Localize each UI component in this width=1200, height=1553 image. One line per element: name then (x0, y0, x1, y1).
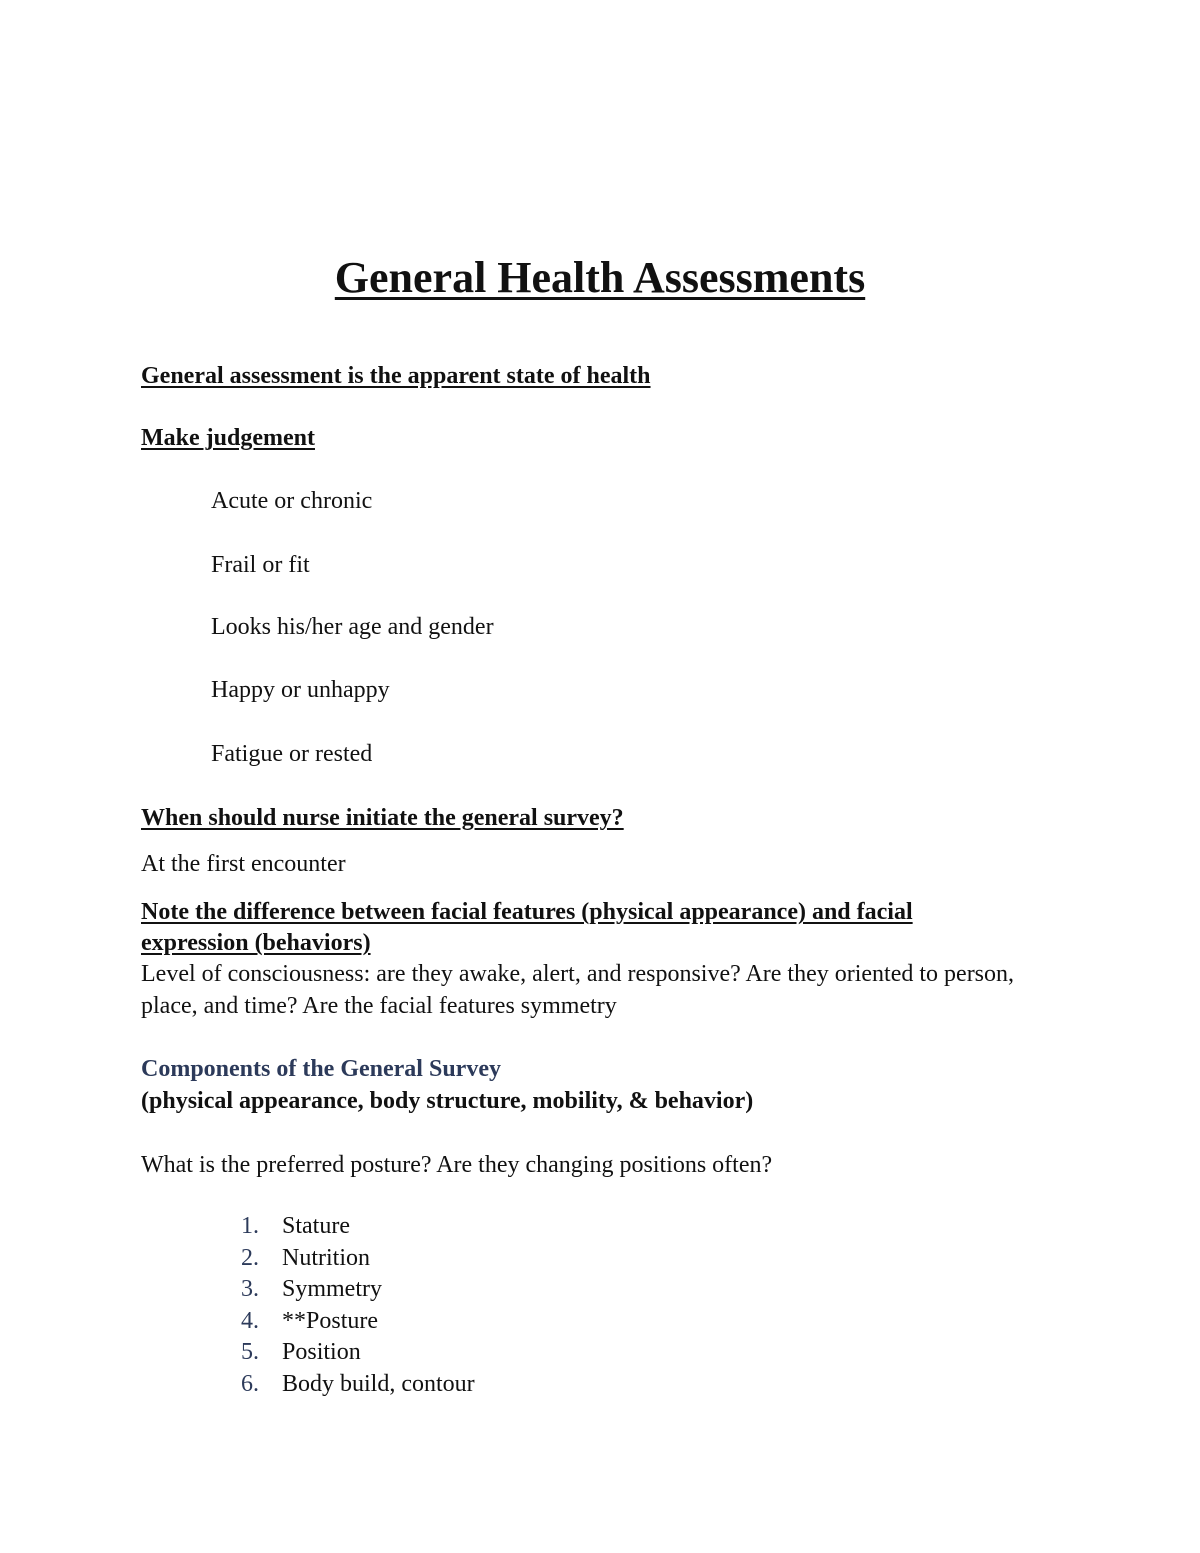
list-item (241, 1211, 475, 1243)
judgement-item: Frail or fit (211, 552, 310, 578)
document-title: General Health Assessments (334, 253, 866, 302)
list-number: 3. (241, 1276, 259, 1302)
list-label: Stature (282, 1213, 350, 1239)
components-subheading: (physical appearance, body structure, mobility, & behavior) (141, 1088, 754, 1114)
list-item (241, 1274, 475, 1306)
section-heading-facial-features-line1: Note the difference between facial features (physical appearance) and facial (141, 899, 913, 925)
section-heading-make-judgement: Make judgement (141, 425, 315, 451)
posture-question: What is the preferred posture? Are they changing positions often? (141, 1152, 773, 1178)
list-number: 4. (241, 1307, 259, 1334)
judgement-item: Happy or unhappy (211, 677, 390, 703)
list-item (241, 1337, 475, 1369)
list-item (241, 1243, 475, 1275)
judgement-item: Fatigue or rested (211, 741, 373, 767)
general-survey-timing-answer: At the first encounter (141, 851, 346, 877)
judgement-item: Acute or chronic (211, 488, 373, 514)
list-label: **Posture (282, 1307, 378, 1334)
judgement-item: Looks his/her age and gender (211, 614, 494, 640)
section-heading-components: Components of the General Survey (141, 1056, 501, 1082)
list-label: Body build, contour (282, 1370, 475, 1397)
list-number: 1. (241, 1213, 259, 1239)
list-label: Nutrition (282, 1244, 370, 1271)
list-number: 5. (241, 1339, 259, 1365)
list-label: Position (282, 1339, 361, 1365)
section-heading-general-assessment: General assessment is the apparent state of health (141, 363, 651, 389)
list-label: Symmetry (282, 1276, 382, 1302)
section-heading-facial-features-line2: expression (behaviors) (141, 930, 371, 956)
list-number: 6. (241, 1370, 259, 1397)
components-list (241, 1211, 475, 1400)
list-item (241, 1369, 475, 1401)
level-of-consciousness-paragraph: Level of consciousness: are they awake, alert, and responsive? Are they oriented to person, place, and time? Are the facial features symmetry (141, 961, 1015, 1019)
list-item (241, 1306, 475, 1338)
section-heading-general-survey-timing: When should nurse initiate the general survey? (141, 805, 624, 831)
list-number: 2. (241, 1244, 259, 1271)
